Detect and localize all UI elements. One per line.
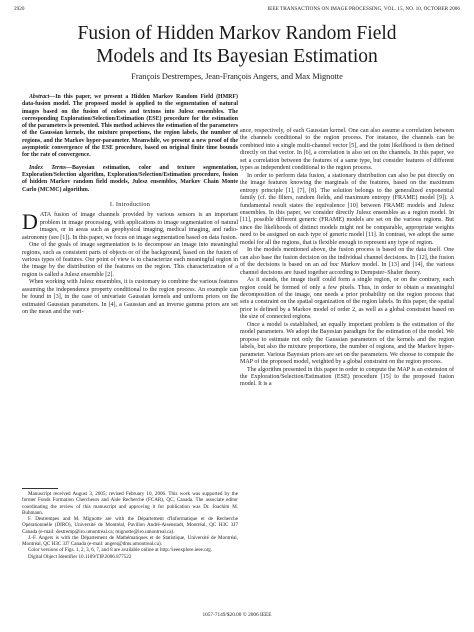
paragraph: Once a model is established, an equally important problem is the estimation of the model parameters. We adopt the Bayesian paradigm for the estimation of the model. We propose to estimate not only the Gaussian parameters of the kernels and the region labels, but also the mixture proportions, the number of regions, and the Markov hyper-parameter. Various Bayesian priors are set on the parameters. We choose to compute the MAP of the proposed model, weighted by a global constraint on the region process. (240, 321, 454, 366)
footnotes (22, 488, 238, 560)
authors: François Destrempes, Jean-François Angers, and Max Mignotte (131, 72, 343, 81)
title-line-1: Fusion of Hidden Markov Random Field (77, 23, 397, 44)
running-header (14, 6, 460, 13)
left-column (22, 94, 238, 317)
abstract-label: Abstract (29, 94, 50, 100)
paragraph: One of the goals of image segmentation is to decompose an image into meaningful regions, such as consistent parts of objects or of the background, based on the fusion of various types of features. Our point of view is to characterize each meaningful region in the image by the distribution of the features on the region. This characterization of a region is called a Julesz ensemble [2]. (22, 242, 238, 278)
footnote: Color versions of Figs. 1, 2, 3, 6, 7, and 8 are available online at http://ieeexplore.ieee.org. (28, 547, 213, 554)
index-terms (22, 165, 238, 194)
footnote-rule (22, 488, 58, 489)
intro-text: ATA fusion of image channels provided by various sensors is an important problem in image processing, with applications to image segmentation of natural images, or in areas such as geophysical imaging, medical imaging, and radio-astronomy (see [1]). In this paper, we focus on image segmentation based on data fusion. (22, 212, 238, 241)
abstract (22, 94, 238, 160)
text-run-italic: ad hoc (321, 262, 339, 269)
drop-cap: D (22, 209, 38, 235)
paragraph: The algorithm presented in this paper in order to compute the MAP is an extension of the Exploration/Selection/Estimation (ESE) procedure [15] to the proposed fusion model. It is a (240, 366, 454, 388)
index-terms-label: Index Terms (29, 164, 67, 171)
paragraph (240, 247, 454, 277)
text-run: In the models mentioned above, the fusion process is based on the data itself. One can also base the fusion decision on the individual channel decisions. In [12], the fusion of the decisions is based on an (240, 247, 454, 269)
paragraph: When working with Julesz ensembles, it is customary to combine the various features assuming the independence property conditional to the region process. An example can be found in [3], in the case of univariate Gaussian kernels and uniform priors on the estimated Gaussian parameters. In [4], a Gaussian and an inverse gamma priors are set on the mean and the vari- (22, 279, 238, 316)
section-heading: I. Introduction (109, 200, 151, 208)
footnote: Digital Object Identifier 10.1109/TIP.2006.877522 (28, 553, 132, 560)
journal-header: IEEE TRANSACTIONS ON IMAGE PROCESSING, VOL. 15, NO. 10, OCTOBER 2006 (267, 6, 460, 12)
abstract-text: —In this paper, we present a Hidden Markov Random Field (HMRF) data-fusion model. The proposed model is applied to the segmentation of natural images based on the fusion of colors and textons into Julesz ensembles. The corresponding Exploration/Selection/Estimation (ESE) procedure for the estimation of the parameters is presented. This method achieves the estimation of the parameters of the Gaussian kernels, the mixture proportions, the region labels, the number of regions, and the Markov hyper-parameter. Meanwhile, we present a new proof of the asymptotic convergence of the ESE procedure, based on original finite time bounds for the rate of convergence. (22, 94, 238, 159)
right-column (240, 128, 454, 389)
footnote: F. Destrempes and M. Mignotte are with the Département d'Informatique et de Recherche Opérationnelle (DIRO), Université de Montréal, Pavillon André-Aisenstadt, Montréal, QC H3C 3J7 Canada (e-mail: destremp@iro.umontreal.ca; mignotte@iro.umontreal.ca). (22, 516, 238, 535)
paragraph: As it stands, the image itself could form a single region, or on the contrary, each region could be formed of only a few pixels. Thus, in order to obtain a meaningful decomposition of the image, one needs a prior probability on the region process that sets a constraint on the spatial organization of the region labels. In this paper, the spatial prior is defined by a Markov model of order 2, as well as a global constraint based on the size of connected regions. (240, 277, 454, 321)
footnote: Manuscript received August 3, 2005; revised February 10, 2006. This work was supported by the former Fonds Formation Chercheurs and Aide Recherche (FCAR), QC, Canada. The associate editor coordinating the review of this manuscript and approving it for publication was Dr. Joachim M. Buhmann. (22, 491, 238, 516)
paper-title (20, 22, 454, 68)
footnote: J.-F. Angers is with the Département de Mathématiques et de Statistique, Université de Montréal, Montréal, QC H3C 3J7 Canada (e-mail: angers@dms.umontreal.ca). (22, 534, 238, 547)
intro-paragraph (22, 209, 238, 242)
text-run: Markov model. In [13] and [14], the various channel decisions are fused together according to Dempster–Shafer theory. (240, 262, 455, 276)
index-terms-text: —Bayesian estimation, color and texture segmentation, Exploration/Selection algorithm, Exploration/Selection/Estimation procedure, fusion of hidden Markov random field models, Julesz ensembles, Markov Chain Monte Carlo (MCMC) algorithm. (22, 164, 238, 193)
paragraph: ance, respectively, of each Gaussian kernel. One can also assume a correlation between the channels conditional to the region process. For instance, the channels can be combined into a single multi-channel vector [5], and the joint likelihood is then defined directly on that vector. In [6], a correlation is also set on the channels. In this paper, we set a correlation between the features of a same type, but consider features of different types as independent conditional to the region process. (240, 128, 454, 172)
copyright-footer: 1057-7149/$20.00 © 2006 IEEE (202, 612, 272, 618)
paragraph: In order to perform data fusion, a stationary distribution can also be put directly on the image features knowing the marginals of the features, based on the maximum entropy principle [1], [7], [8]. The solution belongs to the generalized exponential family (cf. the filters, random fields, and maximum entropy (FRAME) model [9]). A fundamental result states the equivalence [10] between FRAME models and Julesz ensembles. In this paper, we consider directly Julesz ensembles as a region model. In [11], possible different generic (FRAME) models are set on the various regions. But since the likelihoods of distinct models might not be comparable, appropriate weights need to be assigned on each type of generic model [11]. In contrast, we adopt the same model for all the regions, that is flexible enough to represent any type of region. (240, 172, 454, 246)
page-number: 2920 (14, 6, 25, 12)
title-line-2: Models and Its Bayesian Estimation (96, 46, 378, 67)
